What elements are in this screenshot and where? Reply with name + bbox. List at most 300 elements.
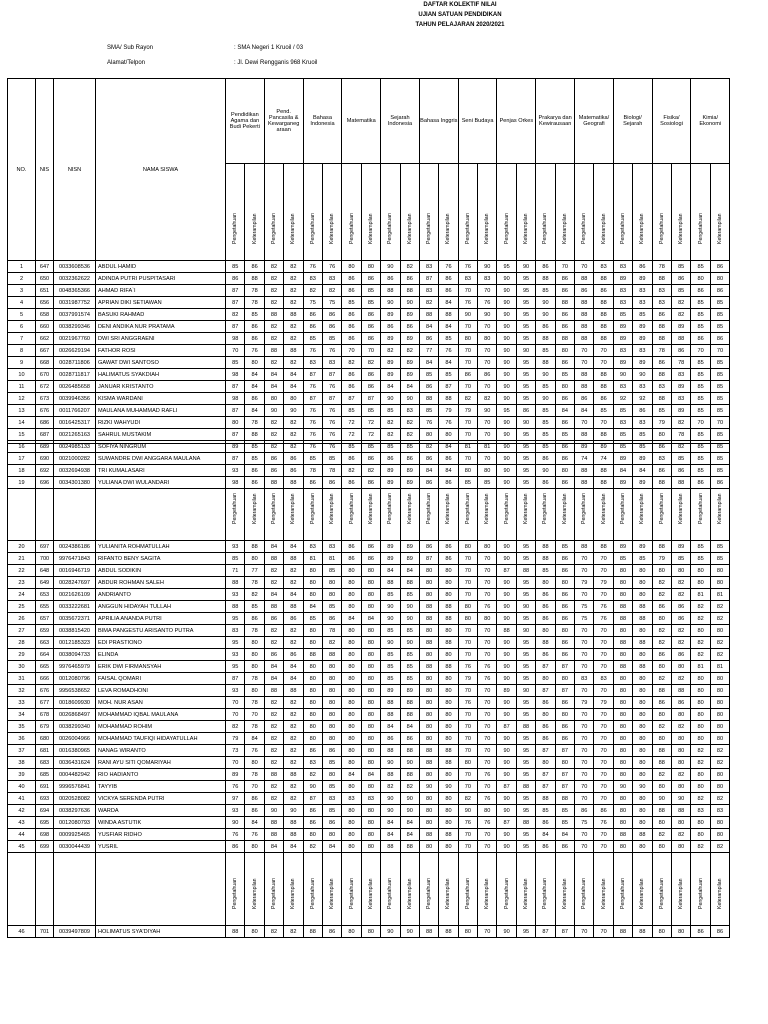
grade-cell: 80 [710, 733, 729, 745]
grade-cell: 82 [264, 625, 283, 637]
grade-cell: 85 [361, 441, 380, 453]
grade-cell: 70 [478, 625, 497, 637]
grade-cell: 88 [245, 541, 264, 553]
aspect-pengetahuan [342, 444, 361, 541]
grade-cell: 85 [478, 477, 497, 489]
grade-cell: 85 [671, 261, 690, 273]
grade-cell: 82 [381, 781, 400, 793]
grade-cell: 90 [497, 733, 516, 745]
grade-cell: 95 [516, 697, 535, 709]
grade-cell: 95 [516, 637, 535, 649]
grade-cell: 70 [594, 793, 613, 805]
grade-cell: 88 [400, 745, 419, 757]
grade-cell: 86 [516, 405, 535, 417]
grade-cell: 85 [691, 321, 710, 333]
row-name: RANI AYU SITI QOMARIYAH [96, 757, 226, 769]
grade-cell: 82 [284, 577, 303, 589]
subject-header: Seni Budaya [458, 79, 497, 164]
grade-cell: 80 [439, 841, 458, 853]
grade-cell: 80 [342, 733, 361, 745]
grade-cell: 80 [652, 661, 671, 673]
grade-cell: 87 [342, 393, 361, 405]
grade-cell: 88 [264, 601, 283, 613]
grade-cell: 87 [536, 661, 555, 673]
row-nis: 680 [36, 733, 54, 745]
grade-cell: 70 [458, 721, 477, 733]
grade-cell: 88 [575, 297, 594, 309]
grade-cell: 82 [671, 637, 690, 649]
grade-cell: 82 [361, 465, 380, 477]
table-row [8, 357, 730, 369]
row-nis: 696 [36, 477, 54, 489]
grade-cell: 88 [613, 613, 632, 625]
grade-cell: 80 [555, 345, 574, 357]
aspect-keterampilan [555, 444, 574, 541]
table-row [8, 697, 730, 709]
grade-cell: 86 [594, 805, 613, 817]
grade-cell: 70 [575, 841, 594, 853]
aspect-pengetahuan [303, 164, 322, 261]
grade-cell: 89 [633, 541, 652, 553]
grade-cell: 88 [613, 829, 632, 841]
grade-cell: 70 [478, 429, 497, 441]
row-name: TRI KUMALASARI [96, 465, 226, 477]
aspect-pengetahuan [536, 829, 555, 926]
row-name: ELINDA [96, 649, 226, 661]
col-nisn: NISN [54, 79, 96, 261]
row-nis: 676 [36, 405, 54, 417]
grade-cell: 82 [284, 733, 303, 745]
grade-cell: 87 [497, 817, 516, 829]
grade-cell: 90 [497, 417, 516, 429]
grade-cell: 77 [419, 345, 438, 357]
grade-cell: 70 [575, 589, 594, 601]
grade-cell: 76 [322, 345, 341, 357]
grade-cell: 80 [671, 817, 690, 829]
grade-cell: 85 [710, 453, 729, 465]
grade-cell: 84 [245, 817, 264, 829]
aspect-label: Pengetahuan [697, 878, 704, 909]
grade-cell: 88 [226, 926, 245, 938]
grade-cell: 80 [361, 697, 380, 709]
grade-cell: 80 [419, 769, 438, 781]
grade-cell: 86 [245, 477, 264, 489]
grade-cell: 80 [245, 757, 264, 769]
grade-cell: 88 [439, 745, 458, 757]
aspect-pengetahuan [458, 444, 477, 541]
grade-cell: 85 [536, 805, 555, 817]
aspect-label: Pengetahuan [464, 213, 471, 244]
aspect-keterampilan [671, 444, 690, 541]
grade-cell: 86 [303, 805, 322, 817]
row-nis: 664 [36, 649, 54, 661]
row-name: WINDA ASTUTIK [96, 817, 226, 829]
grade-cell: 95 [516, 321, 535, 333]
grade-cell: 86 [555, 721, 574, 733]
grade-cell: 83 [633, 285, 652, 297]
grade-cell: 80 [613, 589, 632, 601]
grade-cell: 80 [361, 589, 380, 601]
grade-cell: 80 [613, 721, 632, 733]
grade-cell: 80 [419, 805, 438, 817]
grade-cell: 82 [284, 285, 303, 297]
row-name: SAHRUL MUSTAKIM [96, 429, 226, 441]
grade-cell: 87 [361, 393, 380, 405]
aspect-label: Keterampilan [406, 878, 413, 909]
grade-cell: 82 [671, 625, 690, 637]
grade-cell: 86 [361, 381, 380, 393]
aspect-pengetahuan [381, 164, 400, 261]
table-row [8, 757, 730, 769]
row-nisn: 0026004966 [54, 733, 96, 745]
row-nis: 672 [36, 381, 54, 393]
grade-cell: 82 [400, 781, 419, 793]
grade-cell: 83 [633, 381, 652, 393]
grade-cell: 89 [497, 685, 516, 697]
grade-cell: 85 [710, 405, 729, 417]
blank-header-cell [54, 444, 96, 541]
aspect-label: Keterampilan [251, 213, 258, 244]
row-nis: 660 [36, 321, 54, 333]
grade-cell: 88 [264, 685, 283, 697]
grade-cell: 80 [322, 829, 341, 841]
grade-cell: 80 [342, 577, 361, 589]
grade-cell: 82 [381, 417, 400, 429]
aspect-label: Keterampilan [561, 493, 568, 524]
grade-cell: 88 [264, 769, 283, 781]
grade-cell: 85 [633, 441, 652, 453]
grade-cell: 80 [361, 577, 380, 589]
grade-cell: 84 [419, 465, 438, 477]
grade-cell: 90 [516, 417, 535, 429]
row-nisn: 0035672371 [54, 613, 96, 625]
aspect-pengetahuan [264, 444, 283, 541]
grade-cell: 86 [710, 333, 729, 345]
grade-cell: 82 [652, 577, 671, 589]
grade-cell: 88 [264, 817, 283, 829]
grade-cell: 85 [303, 453, 322, 465]
grade-cell: 70 [575, 709, 594, 721]
subject-header: Pend. Pancasila & Kewarganeg araan [264, 79, 303, 164]
grade-cell: 85 [633, 429, 652, 441]
grade-cell: 84 [284, 841, 303, 853]
grade-cell: 88 [284, 601, 303, 613]
grade-cell: 85 [536, 417, 555, 429]
grade-cell: 90 [516, 261, 535, 273]
row-no: 4 [8, 297, 36, 309]
grade-cell: 82 [652, 721, 671, 733]
grade-cell: 86 [419, 381, 438, 393]
grade-cell: 95 [516, 649, 535, 661]
grade-cell: 70 [575, 829, 594, 841]
grade-cell: 86 [652, 441, 671, 453]
subject-header: Penjas Orkes [497, 79, 536, 164]
grade-cell: 77 [245, 565, 264, 577]
grade-cell: 88 [652, 541, 671, 553]
grade-cell: 70 [478, 637, 497, 649]
grade-cell: 89 [381, 541, 400, 553]
grade-cell: 82 [264, 565, 283, 577]
grade-cell: 85 [691, 429, 710, 441]
grade-cell: 95 [516, 661, 535, 673]
grade-cell: 73 [226, 745, 245, 757]
grade-cell: 88 [284, 345, 303, 357]
grade-cell: 89 [381, 333, 400, 345]
table-row [8, 721, 730, 733]
grade-cell: 80 [691, 829, 710, 841]
grade-cell: 80 [710, 565, 729, 577]
grade-cell: 82 [284, 757, 303, 769]
aspect-pengetahuan [613, 164, 632, 261]
grade-cell: 70 [691, 417, 710, 429]
grade-cell: 80 [361, 649, 380, 661]
aspect-label: Pengetahuan [620, 213, 626, 244]
row-name: DWI SRI ANGGRAENI [96, 333, 226, 345]
grade-cell: 88 [633, 829, 652, 841]
grade-cell: 70 [458, 589, 477, 601]
grade-cell: 80 [633, 673, 652, 685]
grade-cell: 80 [613, 697, 632, 709]
grade-cell: 88 [575, 541, 594, 553]
grade-cell: 82 [419, 297, 438, 309]
grade-cell: 75 [575, 601, 594, 613]
row-nis: 655 [36, 601, 54, 613]
grade-cell: 95 [516, 453, 535, 465]
aspect-pengetahuan [575, 444, 594, 541]
grade-cell: 86 [671, 345, 690, 357]
grade-cell: 84 [613, 465, 632, 477]
grade-cell: 90 [497, 297, 516, 309]
grade-cell: 76 [594, 601, 613, 613]
row-name: HOLIMATUS SYA'DIYAH [96, 926, 226, 938]
grade-cell: 80 [691, 685, 710, 697]
grade-cell: 87 [226, 285, 245, 297]
aspect-label: Keterampilan [678, 493, 685, 524]
row-nisn: 0033608536 [54, 261, 96, 273]
grade-cell: 86 [303, 477, 322, 489]
grade-cell: 95 [226, 613, 245, 625]
grade-cell: 88 [439, 829, 458, 841]
grade-table-3 [7, 828, 730, 938]
grade-cell: 88 [575, 321, 594, 333]
subject-header: Matematika [342, 79, 381, 164]
grade-cell: 80 [322, 589, 341, 601]
grade-cell: 80 [439, 769, 458, 781]
grade-cell: 82 [284, 781, 303, 793]
grade-cell: 90 [497, 357, 516, 369]
grade-cell: 70 [226, 697, 245, 709]
grade-cell: 86 [652, 465, 671, 477]
grade-cell: 86 [400, 273, 419, 285]
grade-cell: 81 [303, 553, 322, 565]
grade-cell: 95 [516, 273, 535, 285]
aspect-label: Keterampilan [329, 213, 336, 244]
grade-cell: 84 [555, 829, 574, 841]
grade-cell: 70 [575, 721, 594, 733]
row-nisn: 0032694938 [54, 465, 96, 477]
grade-cell: 70 [478, 745, 497, 757]
grade-cell: 85 [633, 309, 652, 321]
grade-cell: 88 [652, 393, 671, 405]
grade-cell: 80 [613, 757, 632, 769]
grade-cell: 86 [710, 285, 729, 297]
aspect-label: Keterampilan [523, 213, 530, 244]
grade-cell: 88 [536, 333, 555, 345]
row-name: APRIAN DIKI SETIAWAN [96, 297, 226, 309]
grade-cell: 86 [342, 285, 361, 297]
grade-cell: 80 [555, 625, 574, 637]
grade-cell: 80 [633, 793, 652, 805]
grade-cell: 84 [400, 817, 419, 829]
grade-cell: 82 [400, 429, 419, 441]
row-name: ABDUL HAMID [96, 261, 226, 273]
grade-cell: 80 [419, 733, 438, 745]
grade-cell: 84 [284, 541, 303, 553]
grade-cell: 80 [419, 429, 438, 441]
grade-cell: 89 [671, 381, 690, 393]
grade-cell: 86 [245, 465, 264, 477]
grade-cell: 83 [633, 297, 652, 309]
grade-cell: 80 [613, 673, 632, 685]
grade-cell: 88 [575, 333, 594, 345]
grade-cell: 85 [691, 297, 710, 309]
aspect-keterampilan [516, 164, 535, 261]
grade-cell: 90 [536, 297, 555, 309]
grade-cell: 88 [439, 926, 458, 938]
grade-cell: 80 [342, 781, 361, 793]
grade-cell: 76 [303, 405, 322, 417]
grade-cell: 85 [671, 553, 690, 565]
grade-cell: 78 [245, 285, 264, 297]
grade-cell: 88 [381, 769, 400, 781]
grade-cell: 80 [671, 841, 690, 853]
grade-cell: 80 [710, 769, 729, 781]
grade-cell: 82 [284, 721, 303, 733]
grade-cell: 87 [322, 369, 341, 381]
row-no: 38 [8, 757, 36, 769]
grade-cell: 86 [226, 841, 245, 853]
grade-cell: 89 [381, 309, 400, 321]
grade-cell: 70 [594, 661, 613, 673]
grade-cell: 90 [497, 309, 516, 321]
grade-cell: 79 [652, 417, 671, 429]
aspect-label: Pengetahuan [658, 213, 665, 244]
grade-cell: 86 [361, 541, 380, 553]
grade-cell: 85 [710, 429, 729, 441]
grade-cell: 76 [322, 405, 341, 417]
row-nisn: 0034301380 [54, 477, 96, 489]
grade-cell: 74 [594, 453, 613, 465]
grade-cell: 86 [671, 649, 690, 661]
grade-cell: 76 [322, 381, 341, 393]
grade-cell: 86 [555, 637, 574, 649]
grade-cell: 80 [633, 757, 652, 769]
grade-cell: 85 [400, 661, 419, 673]
grade-cell: 80 [652, 709, 671, 721]
row-name: MAULANA MUHAMMAD RAFLI [96, 405, 226, 417]
grade-cell: 89 [400, 357, 419, 369]
grade-cell: 82 [284, 273, 303, 285]
grade-cell: 88 [264, 345, 283, 357]
grade-cell: 88 [381, 577, 400, 589]
row-name: RIO HADIANTO [96, 769, 226, 781]
aspect-label: Pengetahuan [581, 493, 588, 524]
grade-cell: 80 [458, 601, 477, 613]
grade-cell: 80 [633, 841, 652, 853]
grade-cell: 88 [671, 333, 690, 345]
row-no: 45 [8, 841, 36, 853]
grade-cell: 86 [342, 453, 361, 465]
grade-cell: 90 [497, 661, 516, 673]
grade-cell: 70 [458, 709, 477, 721]
grade-cell: 88 [400, 697, 419, 709]
grade-cell: 70 [458, 321, 477, 333]
grade-cell: 84 [264, 541, 283, 553]
aspect-label: Pengetahuan [581, 213, 588, 244]
grade-cell: 86 [555, 649, 574, 661]
row-nis: 677 [36, 697, 54, 709]
aspect-label: Keterampilan [329, 493, 336, 524]
grade-cell: 82 [264, 733, 283, 745]
grade-cell: 76 [245, 829, 264, 841]
grade-cell: 82 [264, 417, 283, 429]
grade-cell: 95 [516, 297, 535, 309]
grade-cell: 86 [322, 477, 341, 489]
grade-cell: 89 [633, 477, 652, 489]
subject-header: Matematika/ Geografi [575, 79, 614, 164]
row-name: LEVA ROMADHONI [96, 685, 226, 697]
grade-cell: 85 [439, 369, 458, 381]
grade-cell: 80 [691, 781, 710, 793]
grade-cell: 84 [342, 613, 361, 625]
row-nisn: 9956538652 [54, 685, 96, 697]
grade-cell: 84 [245, 381, 264, 393]
table-row [8, 541, 730, 553]
grade-cell: 88 [400, 841, 419, 853]
grade-cell: 85 [226, 261, 245, 273]
grade-cell: 70 [594, 841, 613, 853]
grade-cell: 80 [361, 757, 380, 769]
grade-cell: 80 [536, 625, 555, 637]
grade-cell: 86 [555, 697, 574, 709]
grade-cell: 80 [439, 673, 458, 685]
grade-cell: 93 [226, 589, 245, 601]
grade-cell: 80 [671, 565, 690, 577]
aspect-label: Keterampilan [561, 213, 568, 244]
grade-cell: 70 [458, 685, 477, 697]
grade-cell: 85 [691, 453, 710, 465]
grade-cell: 82 [264, 261, 283, 273]
row-nis: 692 [36, 465, 54, 477]
table-row [8, 381, 730, 393]
grade-cell: 85 [710, 369, 729, 381]
grade-cell: 82 [361, 357, 380, 369]
grade-cell: 82 [284, 297, 303, 309]
subject-header: Sejarah Indonesia [381, 79, 420, 164]
grade-cell: 80 [439, 721, 458, 733]
grade-cell: 87 [303, 369, 322, 381]
table-row [8, 769, 730, 781]
grade-cell: 88 [594, 429, 613, 441]
grade-cell: 86 [439, 273, 458, 285]
grade-cell: 82 [671, 829, 690, 841]
grade-cell: 86 [245, 793, 264, 805]
grade-cell: 90 [497, 745, 516, 757]
grade-cell: 88 [516, 721, 535, 733]
aspect-keterampilan [245, 164, 264, 261]
grade-cell: 79 [226, 733, 245, 745]
grade-cell: 89 [594, 441, 613, 453]
